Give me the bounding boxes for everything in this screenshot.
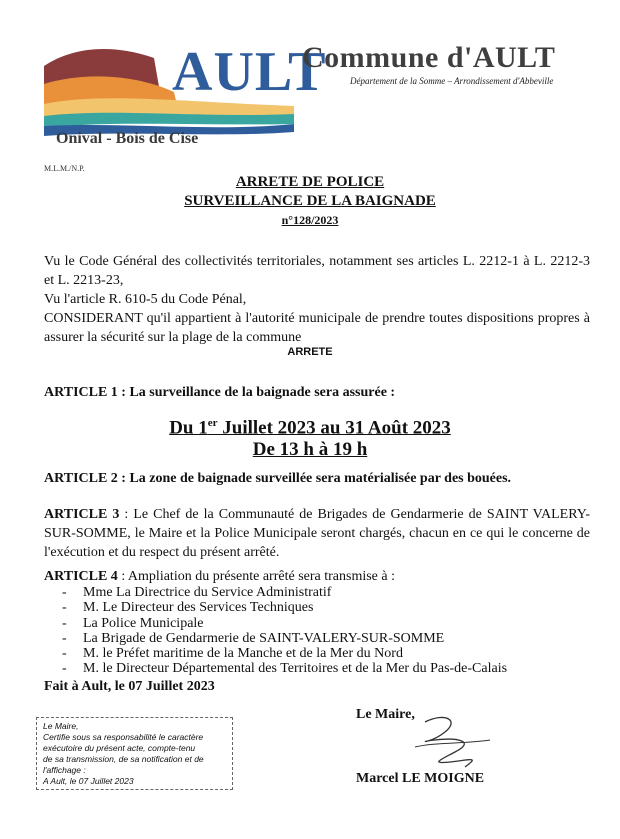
department-line: Département de la Somme – Arrondissement d'Abbeville	[350, 76, 554, 86]
recipient-list	[62, 585, 507, 677]
list-item: - La Police Municipale	[62, 616, 507, 631]
stamp-line: de sa transmission, de sa notification et de	[43, 754, 204, 764]
article-4-text: : Ampliation du présente arrêté sera transmise à :	[117, 569, 395, 584]
logo-subtitle: Onival - Bois de Cise	[56, 130, 199, 147]
preamble-line: Vu le Code Général des collectivités territoriales, notamment ses articles L. 2212-1 à L. 2212-3 et L. 2213-23,	[44, 254, 590, 288]
surveillance-dates	[0, 417, 620, 439]
article-2	[44, 471, 511, 487]
preamble-line: CONSIDERANT qu'il appartient à l'autorité municipale de prendre toutes dispositions propres à assurer la sécurité sur la plage de la commune	[44, 311, 590, 345]
stamp-line: A Ault, le 07 Juillet 2023	[43, 776, 134, 786]
stamp-line: l'affichage :	[43, 765, 86, 775]
title-line-2: SURVEILLANCE DE LA BAIGNADE	[184, 193, 436, 209]
list-item: - La Brigade de Gendarmerie de SAINT-VALERY-SUR-SOMME	[62, 631, 507, 646]
list-item: - M. Le Directeur des Services Techniques	[62, 600, 507, 615]
article-3-text: : Le Chef de la Communauté de Brigades de Gendarmerie de SAINT VALERY-SUR-SOMME, le Maire et la Police Municipale seront chargés, chacun en ce qui le concerne de l'exécution et du respect du présent arrêté.	[44, 507, 590, 560]
preamble-line: Vu l'article R. 610-5 du Code Pénal,	[44, 292, 247, 307]
list-item: - Mme La Directrice du Service Administratif	[62, 585, 507, 600]
certification-stamp	[36, 717, 233, 790]
surveillance-hours: De 13 h à 19 h	[252, 439, 368, 460]
stamp-line: Certifie sous sa responsabilité le caractère	[43, 732, 204, 742]
commune-logo	[44, 41, 327, 156]
article-1-text: La surveillance de la baignade sera assurée :	[129, 385, 396, 400]
logo-word: AULT	[172, 41, 327, 103]
article-3-label: ARTICLE 3	[44, 507, 120, 522]
dates-range: Juillet 2023 au 31 Août 2023	[217, 417, 451, 439]
article-1-label: ARTICLE 1 :	[44, 385, 126, 400]
preamble	[44, 252, 590, 347]
article-1	[44, 385, 395, 401]
commune-title: Commune d'AULT	[302, 41, 556, 74]
list-item: - M. le Préfet maritime de la Manche et de la Mer du Nord	[62, 646, 507, 661]
handwritten-signature-icon	[405, 712, 495, 772]
stamp-line: exécutoire du présent acte, compte-tenu	[43, 743, 196, 753]
dates-prefix: Du 1	[169, 417, 208, 439]
list-item: - M. le Directeur Départemental des Territoires et de la Mer du Pas-de-Calais	[62, 661, 507, 676]
article-2-text: La zone de baignade surveillée sera matérialisée par des bouées.	[129, 471, 512, 486]
article-4-label: ARTICLE 4	[44, 569, 118, 584]
reference-initials: M.L.M./N.P.	[44, 164, 85, 173]
signatory-name: Marcel LE MOIGNE	[356, 771, 485, 786]
article-3	[44, 505, 590, 562]
done-at-line: Fait à Ault, le 07 Juillet 2023	[44, 679, 215, 694]
signature-title: Le Maire,	[356, 707, 415, 722]
decision-heading: ARRETE	[287, 346, 333, 358]
arrete-number: n°128/2023	[281, 213, 339, 227]
stamp-line: Le Maire,	[43, 721, 79, 731]
title-line-1: ARRETE DE POLICE	[235, 174, 385, 190]
article-2-label: ARTICLE 2 :	[44, 471, 126, 486]
dates-superscript: er	[207, 417, 218, 429]
article-4	[44, 569, 395, 585]
